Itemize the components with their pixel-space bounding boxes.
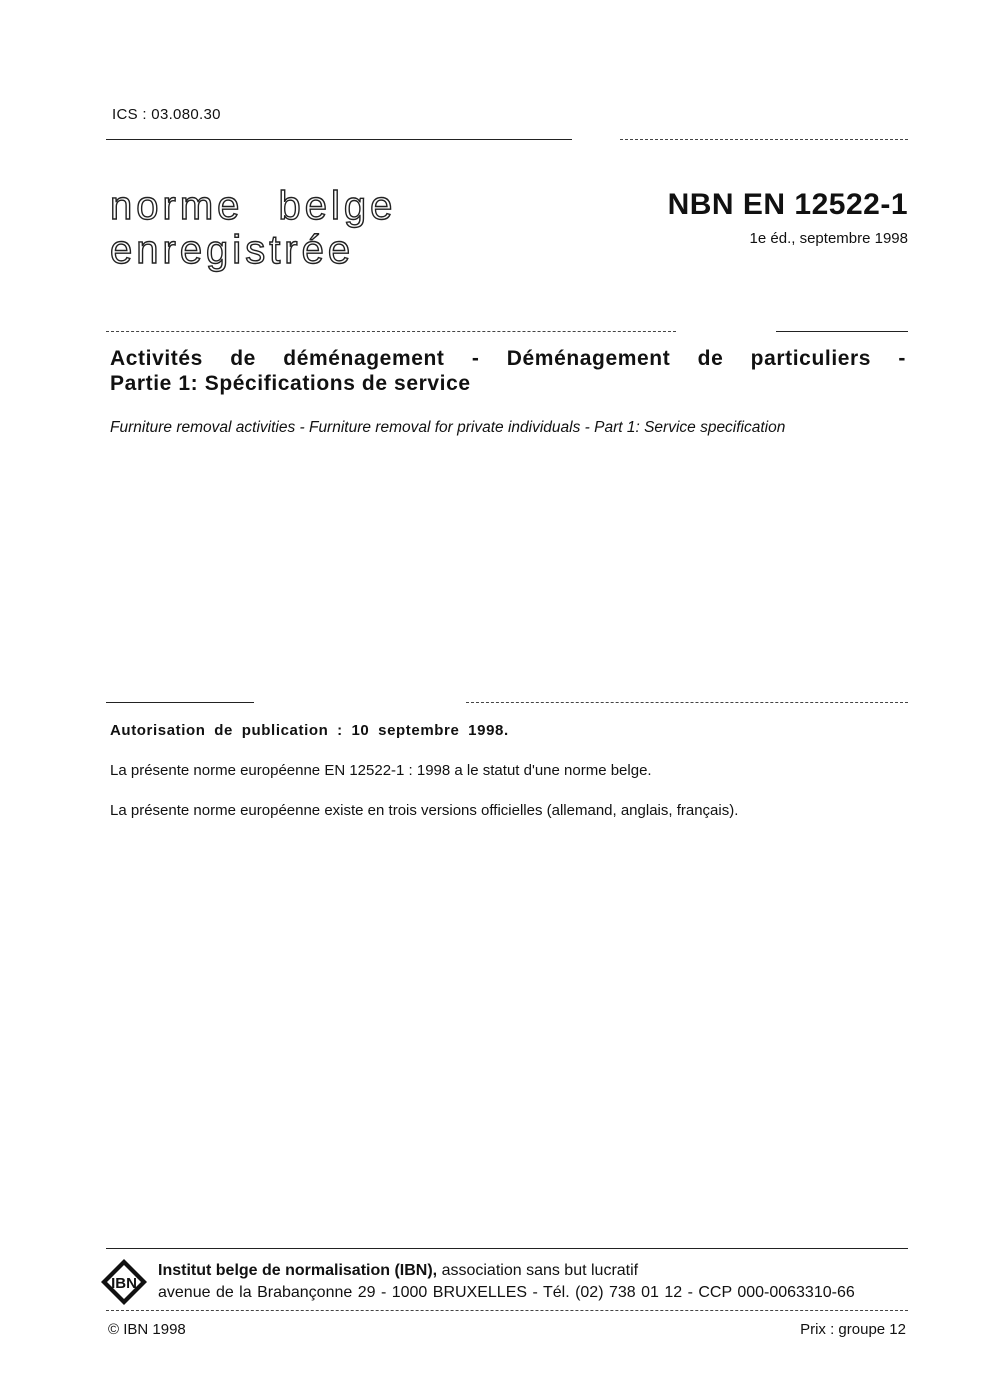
footer-rule-bottom [106,1310,908,1311]
footer-rule-top [106,1248,908,1249]
price-group: Prix : groupe 12 [800,1321,906,1338]
ics-code: ICS : 03.080.30 [112,106,221,123]
official-versions-text: La présente norme européenne existe en trois versions officielles (allemand, anglais, français). [110,802,739,819]
title-rule-left [106,331,676,332]
institute-description: association sans but lucratif [437,1262,639,1279]
publication-rule-left [106,702,254,703]
institute-address: avenue de la Brabançonne 29 - 1000 BRUXELLES - Tél. (02) 738 01 12 - CCP 000-0063310-66 [158,1284,855,1301]
enregistree-heading: enregistrée [110,228,355,272]
belgian-status-text: La présente norme européenne EN 12522-1 : 1998 a le statut d'une norme belge. [110,762,652,779]
ibn-logo-text: IBN [111,1275,137,1292]
ibn-logo-icon [100,1258,148,1306]
norme-belge-heading: norme belge [110,184,397,228]
edition-date: 1e éd., septembre 1998 [749,230,908,247]
header-rule-left [106,139,572,140]
standard-code: NBN EN 12522-1 [667,188,908,221]
french-title-line1: Activités de déménagement - Déménagement de particuliers - [110,347,906,370]
institute-name: Institut belge de normalisation (IBN), [158,1262,438,1279]
french-title [110,346,906,396]
header-rule-right [620,139,908,140]
publication-rule-right [466,702,908,703]
publication-authorisation: Autorisation de publication : 10 septembre 1998. [110,722,509,739]
institute-line [158,1262,638,1280]
french-title-line2: Partie 1: Spécifications de service [110,372,471,395]
english-title: Furniture removal activities - Furniture removal for private individuals - Part 1: Service specification [110,419,786,436]
title-rule-right [776,331,908,332]
copyright: © IBN 1998 [108,1321,186,1338]
